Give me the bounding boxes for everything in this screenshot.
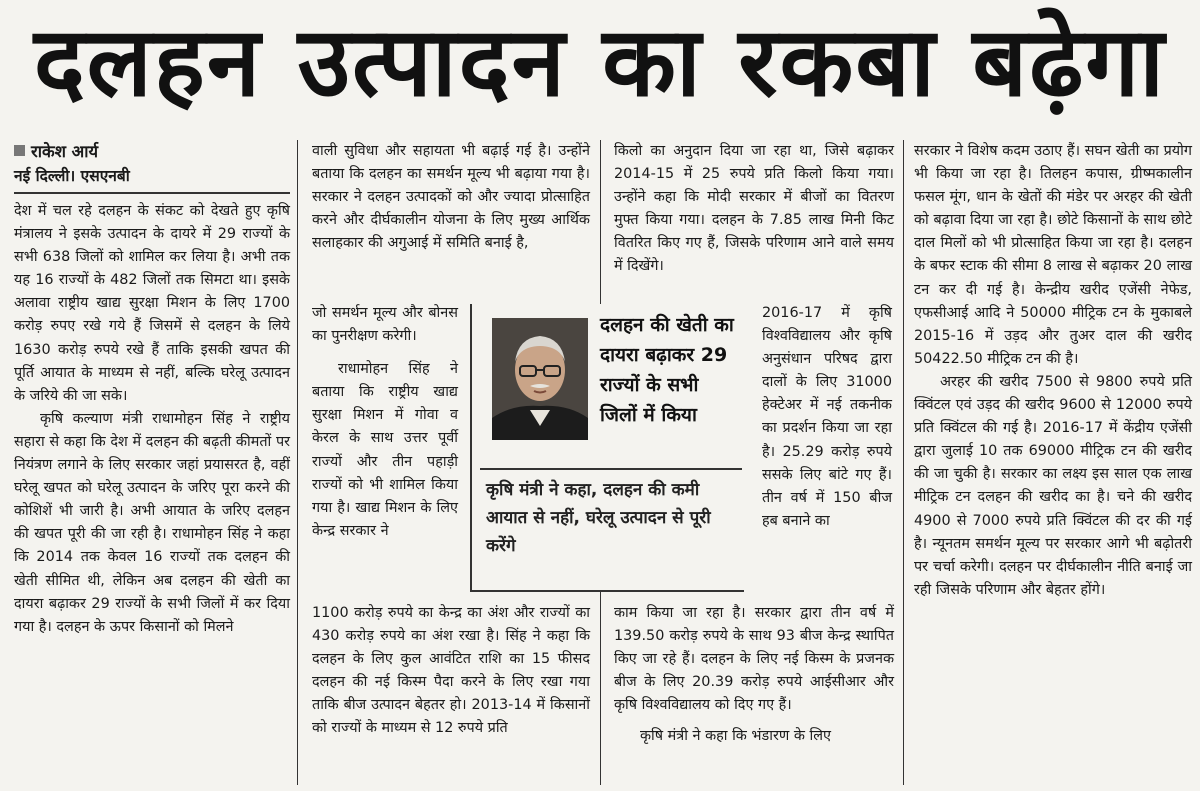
paragraph: 1100 करोड़ रुपये का केन्द्र का अंश और राज्यों का 430 करोड़ रुपये का अंश रखा है। सिंह ने कहा कि दलहन के लिए कुल आवंटित राशि का 15 फीसद दलहन की नई किस्म पैदा करने के लिए रखा गया ताकि बीज उत्पादन बेहतर हो। 2013-14 में किसानों को राज्यों के माध्यम से 12 रुपये प्रति — [312, 605, 590, 737]
article-column-3-top — [614, 140, 894, 279]
column-rule — [600, 592, 601, 785]
pull-quote-box — [470, 304, 744, 592]
article-column-3-bottom — [614, 602, 894, 749]
paragraph: किलो का अनुदान दिया जा रहा था, जिसे बढ़ाकर 2014-15 में 25 रुपये प्रति किलो किया गया। उन्होंने कहा कि मोदी सरकार में बीजों का वितरण मुफ्त किया गया। दलहन के 7.85 लाख मिनी किट वितरित किए गए हैं, जिसके परिणाम आने वाले समय में दिखेंगे। — [614, 143, 894, 275]
paragraph: 2016-17 में कृषि विश्वविद्यालय और कृषि अनुसंधान परिषद द्वारा दालों के लिए 31000 हेक्टेअर में नई तकनीक का प्रदर्शन किया जा रहा है। 25.29 करोड़ रुपये ससके लिए बांटे गए हैं। तीन वर्ष में 150 बीज हब बनाने का — [762, 305, 892, 529]
article-column-4 — [914, 140, 1192, 602]
byline-marker — [14, 145, 25, 156]
article-column-2-top — [312, 140, 590, 255]
author-name: राकेश आर्य — [31, 142, 99, 161]
column-rule — [600, 140, 601, 305]
paragraph: अरहर की खरीद 7500 से 9800 रुपये प्रति क्विंटल एवं उड़द की खरीद 9600 से 12000 रुपये प्रति क्विंटल की गई है। 2016-17 में केंद्रीय एजेंसी द्वारा जुलाई 10 तक 69000 मीट्रिक टन की खरीद की जा चुकी है। सरकार का लक्ष्य इस साल एक लाख मीट्रिक टन दलहन की खरीद का है। चने की खरीद 4900 से 7000 रुपये प्रति क्विंटल की दर की गई है। न्यूनतम समर्थन मूल्य पर सरकार आगे भी बढ़ोतरी पर चर्चा करेगी। दलहन पर दीर्घकालीन नीति बनाई जा रही जिसके परिणाम और बेहतर होंगे। — [914, 373, 1192, 598]
dateline: नई दिल्ली। एसएनबी — [14, 164, 290, 194]
paragraph: वाली सुविधा और सहायता भी बढ़ाई गई है। उन्होंने बताया कि दलहन का समर्थन मूल्य भी बढ़ाया गया है। सरकार ने दलहन उत्पादकों को और ज्यादा प्रोत्साहित करने और दीर्घकालीन योजना के लिए मुख्य आर्थिक सलाहकार की अगुआई में समिति बनाई है, — [312, 143, 590, 252]
paragraph: कृषि कल्याण मंत्री राधामोहन सिंह ने राष्ट्रीय सहारा से कहा कि देश में दलहन की बढ़ती कीमतों पर नियंत्रण लगाने के लिए सरकार जहां प्रयासरत है, वहीं घरेलू खपत को घरेलू उत्पादन के जरिए पूरा करने की कोशिशें भी जारी है। अभी आयात के जरिए दलहन की खपत पूरी की जा रही है। राधामोहन सिंह ने कहा कि 2014 तक केवल 16 राज्यों तक दलहन की खेती सीमित थी, लेकिन अब दलहन की खेती का दायरा बढ़ाकर 29 राज्यों के सभी जिलों में कर दिया गया है। दलहन के ऊपर किसानों को मिलने — [14, 410, 290, 635]
paragraph: राधामोहन सिंह ने बताया कि राष्ट्रीय खाद्य सुरक्षा मिशन में गोवा व केरल के साथ उत्तर पूर्वी राज्यों और तीन पहाड़ी राज्यों को भी शामिल किया गया है। खाद्य मिशन के लिए केन्द्र सरकार ने — [312, 361, 458, 539]
pull-quote-divider — [480, 468, 742, 470]
column-rule — [297, 140, 298, 785]
article-column-1 — [14, 140, 290, 639]
paragraph: काम किया जा रहा है। सरकार द्वारा तीन वर्ष में 139.50 करोड़ रुपये के साथ 93 बीज केन्द्र स्थापित किए जा रहे हैं। दलहन के लिए नई किस्म के प्रजनक बीज के लिए 20.39 करोड़ रुपये आईसीआर और कृषि विश्वविद्यालय को दिए गए हैं। — [614, 605, 894, 714]
paragraph: जो समर्थन मूल्य और बोनस का पुनरीक्षण करेगी। — [312, 305, 458, 345]
article-column-2-bottom — [312, 602, 590, 741]
headline: दलहन उत्पादन का रकबा बढ़ेगा — [33, 6, 1167, 118]
portrait-photo — [492, 318, 588, 440]
byline — [14, 140, 290, 164]
article-column-2-narrow — [312, 302, 458, 543]
paragraph: सरकार ने विशेष कदम उठाए हैं। सघन खेती का प्रयोग भी किया जा रहा है। तिलहन कपास, ग्रीष्मकालीन फसल मूंग, धान के खेतों की मंडेर पर अरहर की खेती को बढ़ावा दिया जा रहा है। छोटे किसानों के साथ छोटे दाल मिलों को भी प्रोत्साहित किया जा रहा है। दलहन के बफर स्टाक की सीमा 8 लाख से बढ़ाकर 20 लाख टन कर दी गई है। केन्द्रीय खरीद एजेंसी नेफेड, एफसीआई आदि ने 50000 मीट्रिक टन के मुकाबले 2015-16 में उड़द और तुअर दाल की खरीद 50422.50 मीट्रिक टन की है। — [914, 143, 1192, 367]
column-rule — [903, 140, 904, 785]
paragraph: देश में चल रहे दलहन के संकट को देखते हुए कृषि मंत्रालय ने इसके उत्पादन के दायरे में 29 राज्यों के सभी 638 जिलों को शामिल कर लिया है। अभी तक यह 16 राज्यों के 482 जिलों तक सिमटा था। इसके अलावा राष्ट्रीय खाद्य सुरक्षा मिशन के लिए 1700 करोड़ रुपए रखे गये हैं जिसमें से दलहन के लिये 1630 करोड़ रुपये रखे हैं ताकि इसकी खपत की पूर्ति आयात के माध्यम से नहीं, बल्कि घरेलू उत्पादन के जरिये की जा सके। — [14, 203, 290, 404]
paragraph: कृषि मंत्री ने कहा कि भंडारण के लिए — [640, 728, 831, 745]
article-column-3-narrow — [762, 302, 892, 533]
pull-quote-headline: दलहन की खेती का दायरा बढ़ाकर 29 राज्यों के सभी जिलों में किया — [600, 314, 734, 426]
pull-quote-subhead: कृषि मंत्री ने कहा, दलहन की कमी आयात से नहीं, घरेलू उत्पादन से पूरी करेंगे — [486, 480, 711, 556]
